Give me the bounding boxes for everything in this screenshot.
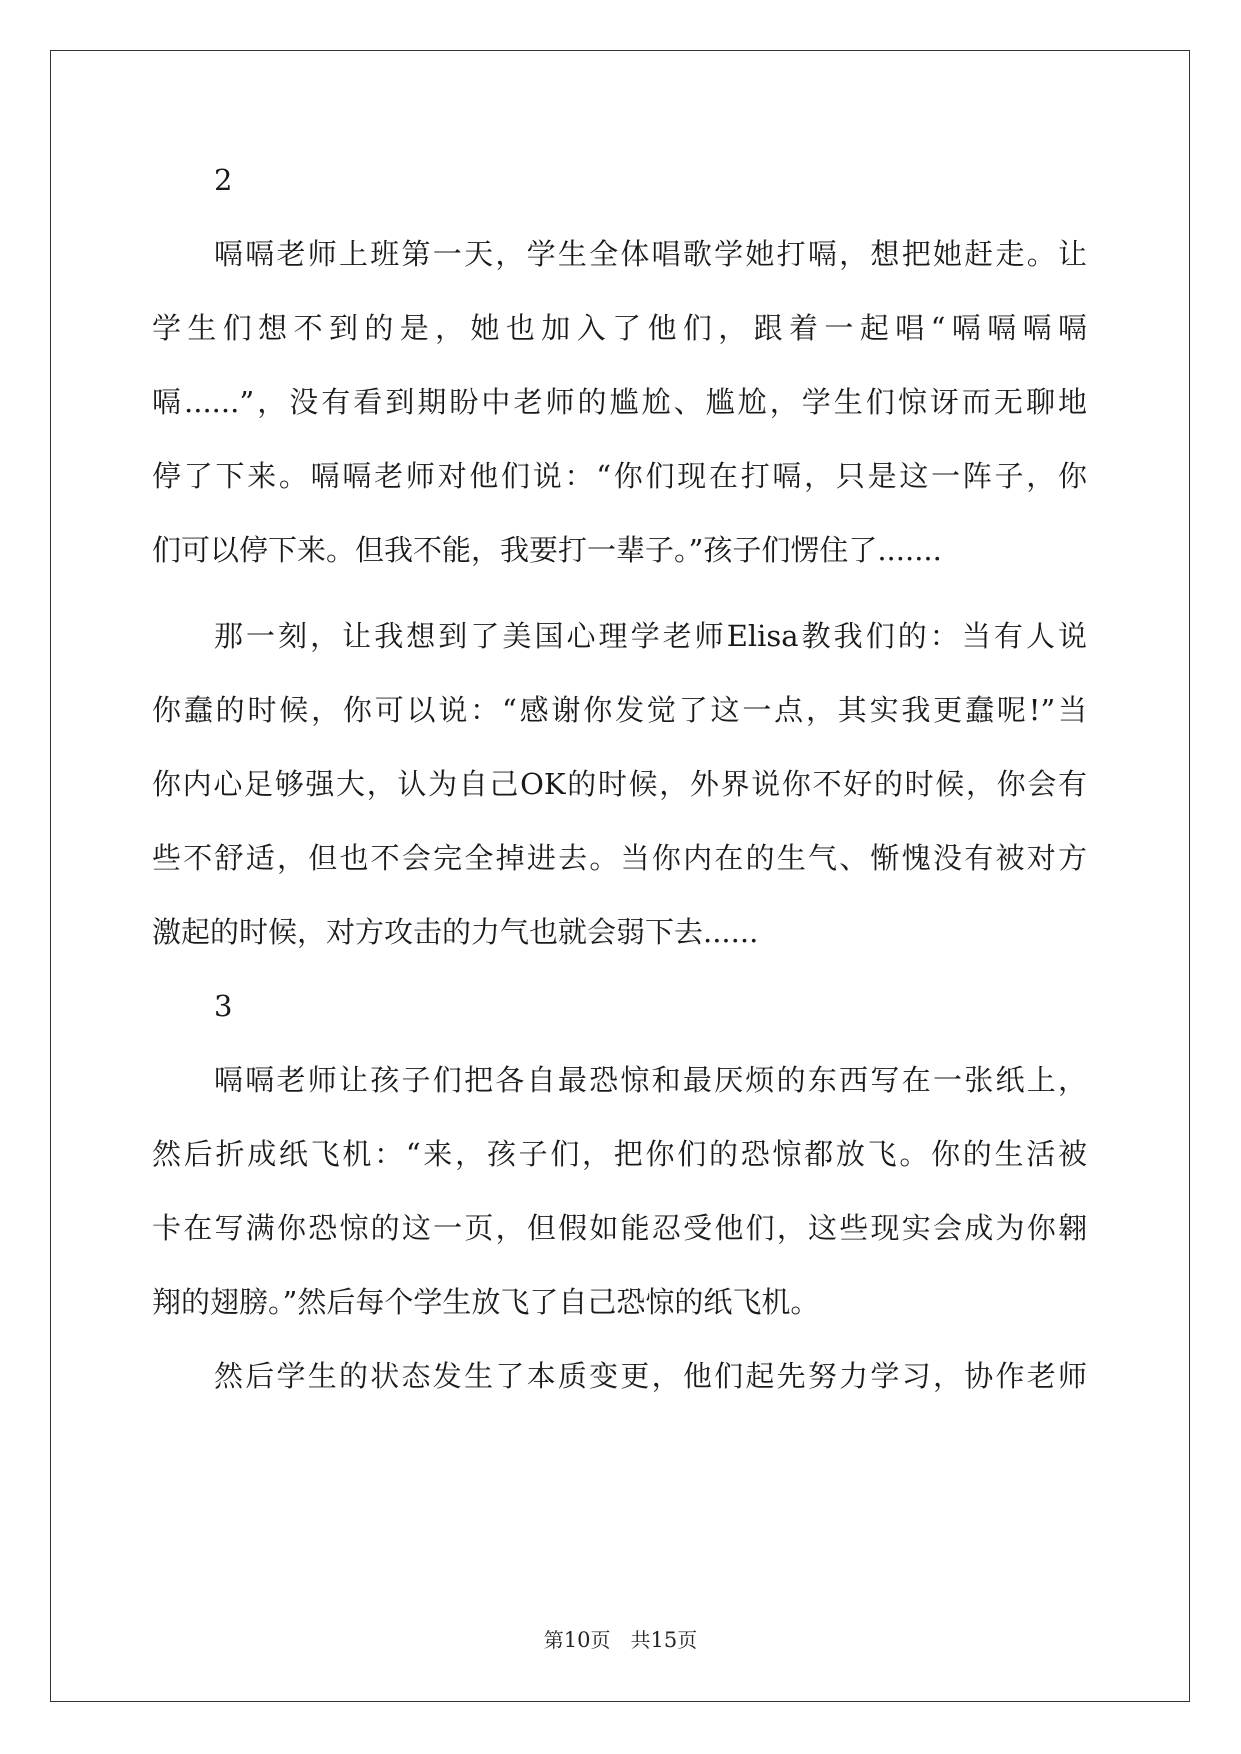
paragraph-line: 们可以停下来。但我不能，我要打一辈子。”孩子们愣住了....... xyxy=(152,533,942,567)
page-mid: 页 共 xyxy=(590,1628,651,1652)
page-suffix: 页 xyxy=(677,1628,698,1652)
paragraph-line: 激起的时候，对方攻击的力气也就会弱下去...... xyxy=(152,915,759,949)
paragraph-line: 嗝嗝老师上班第一天，学生全体唱歌学她打嗝，想把她赶走。让 xyxy=(214,237,1087,271)
paragraph-line: 嗝......”，没有看到期盼中老师的尴尬、尴尬，学生们惊讶而无聊地 xyxy=(152,385,1087,419)
paragraph-line: 你蠢的时候，你可以说：“感谢你发觉了这一点，其实我更蠢呢!”当 xyxy=(152,693,1087,727)
paragraph-line: 停了下来。嗝嗝老师对他们说：“你们现在打嗝，只是这一阵子，你 xyxy=(152,459,1087,493)
section-number: 2 xyxy=(214,163,233,197)
page-prefix: 第 xyxy=(543,1628,564,1652)
paragraph-line: 你内心足够强大，认为自己OK的时候，外界说你不好的时候，你会有 xyxy=(152,767,1087,801)
paragraph-line: 学生们想不到的是，她也加入了他们，跟着一起唱“嗝嗝嗝嗝 xyxy=(152,311,1087,345)
section-number: 3 xyxy=(214,989,233,1023)
paragraph-line: 些不舒适，但也不会完全掉进去。当你内在的生气、惭愧没有被对方 xyxy=(152,841,1087,875)
paragraph-line: 然后折成纸飞机：“来，孩子们，把你们的恐惊都放飞。你的生活被 xyxy=(152,1137,1087,1171)
paragraph-line: 那一刻，让我想到了美国心理学老师Elisa教我们的：当有人说 xyxy=(214,619,1087,653)
paragraph-line: 然后学生的状态发生了本质变更，他们起先努力学习，协作老师 xyxy=(214,1359,1087,1393)
page-footer xyxy=(0,1626,1241,1654)
paragraph-line: 卡在写满你恐惊的这一页，但假如能忍受他们，这些现实会成为你翱 xyxy=(152,1211,1087,1245)
paragraph-line: 翔的翅膀。”然后每个学生放飞了自己恐惊的纸飞机。 xyxy=(152,1285,820,1319)
page-total: 15 xyxy=(650,1628,678,1652)
page-current: 10 xyxy=(563,1628,591,1652)
paragraph-line: 嗝嗝老师让孩子们把各自最恐惊和最厌烦的东西写在一张纸上， xyxy=(214,1063,1087,1097)
